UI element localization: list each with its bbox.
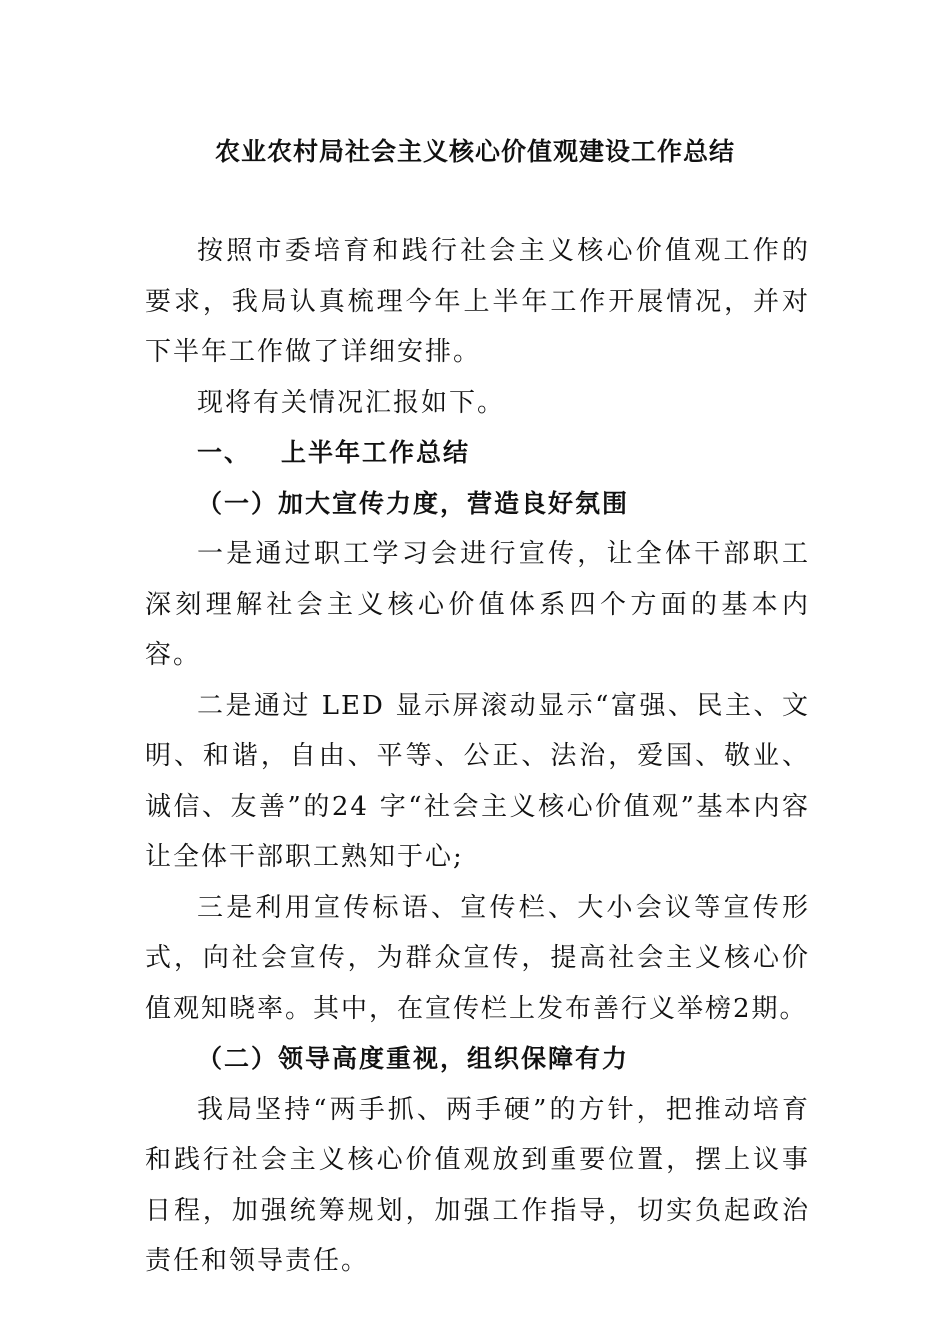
subsection-2-paragraph-1: 我局坚持“两手抓、两手硬”的方针，把推动培育和践行社会主义核心价值观放到重要位置，摆上议事日程，加强统筹规划，加强工作指导，切实负起政治责任和领导责任。 (145, 1094, 810, 1276)
intro-paragraph: 按照市委培育和践行社会主义核心价值观工作的要求，我局认真梳理今年上半年工作开展情况，并对下半年工作做了详细安排。 (145, 236, 810, 367)
subsection-1-paragraph-3: 三是利用宣传标语、宣传栏、大小会议等宣传形式，向社会宣传，为群众宣传，提高社会主义核心价值观知晓率。其中，在宣传栏上发布善行义举榜2期。 (145, 892, 810, 1024)
subsection-1-paragraph-2: 二是通过 LED 显示屏滚动显示“富强、民主、文明、和谐，自由、平等、公正、法治，爱国、敬业、诚信、友善”的24 字“社会主义核心价值观”基本内容让全体干部职工熟知于心; (145, 690, 810, 872)
intro-paragraph-2: 现将有关情况汇报如下。 (197, 387, 506, 418)
section-title: 上半年工作总结 (281, 438, 471, 467)
document-title: 农业农村局社会主义核心价值观建设工作总结 (214, 137, 735, 166)
document-body (145, 226, 810, 1287)
subsection-1-paragraph-1: 一是通过职工学习会进行宣传，让全体干部职工深刻理解社会主义核心价值体系四个方面的基本内容。 (145, 539, 810, 670)
section-number: 一、 (197, 438, 252, 467)
subsection-heading-2: （二）领导高度重视，组织保障有力 (197, 1044, 630, 1073)
subsection-heading-1: （一）加大宣传力度，营造良好氛围 (197, 488, 630, 518)
section-heading-1 (145, 428, 810, 479)
